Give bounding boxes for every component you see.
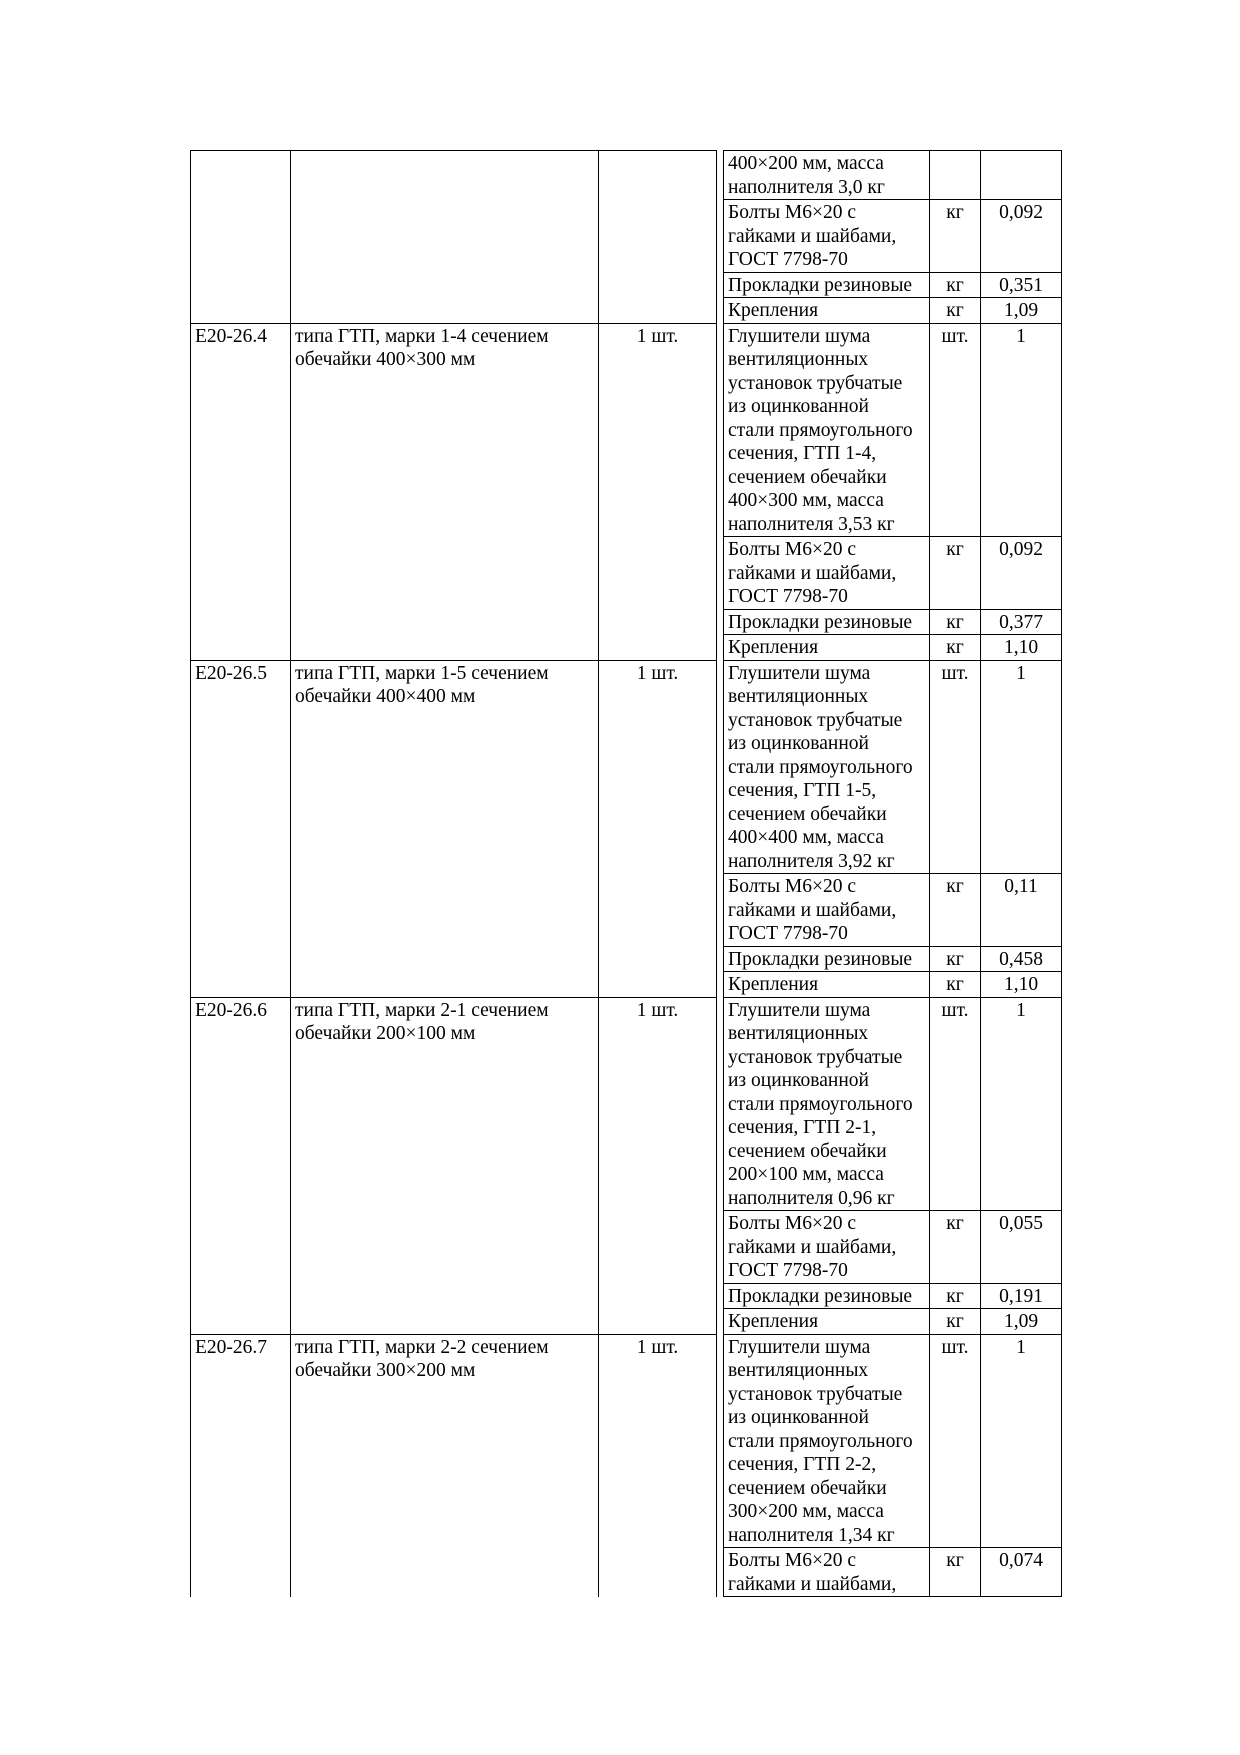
measure-unit-cell xyxy=(599,298,717,324)
resource-unit-cell: кг xyxy=(930,298,981,324)
measure-unit-cell xyxy=(599,1309,717,1335)
resource-amount-cell: 0,11 xyxy=(981,874,1062,947)
work-name-cell xyxy=(291,1211,599,1284)
resource-unit-cell: кг xyxy=(930,272,981,298)
resource-name-cell: Болты М6×20 с гайками и шайбами, ГОСТ 7798-70 xyxy=(724,874,930,947)
table-row xyxy=(191,1548,1062,1597)
column-gap xyxy=(717,660,724,874)
column-gap xyxy=(717,272,724,298)
column-gap xyxy=(717,200,724,273)
work-name-cell xyxy=(291,1309,599,1335)
table-row xyxy=(191,1283,1062,1309)
resource-unit-cell: кг xyxy=(930,200,981,273)
resource-unit-cell: кг xyxy=(930,1309,981,1335)
resource-unit-cell: кг xyxy=(930,1548,981,1597)
table-row xyxy=(191,660,1062,874)
norm-code-cell xyxy=(191,537,291,610)
resource-unit-cell: шт. xyxy=(930,1334,981,1548)
measure-unit-cell xyxy=(599,200,717,273)
column-gap xyxy=(717,537,724,610)
norm-code-cell xyxy=(191,151,291,200)
resource-name-cell: Болты М6×20 с гайками и шайбами, xyxy=(724,1548,930,1597)
work-name-cell: типа ГТП, марки 2-2 сечением обечайки 300×200 мм xyxy=(291,1334,599,1548)
table-row xyxy=(191,874,1062,947)
table-row xyxy=(191,298,1062,324)
table-row xyxy=(191,151,1062,200)
work-name-cell xyxy=(291,1548,599,1597)
resource-name-cell: Прокладки резиновые xyxy=(724,1283,930,1309)
resource-amount-cell: 0,074 xyxy=(981,1548,1062,1597)
column-gap xyxy=(717,1211,724,1284)
resource-amount-cell: 0,191 xyxy=(981,1283,1062,1309)
table-row xyxy=(191,946,1062,972)
measure-unit-cell xyxy=(599,609,717,635)
measure-unit-cell xyxy=(599,946,717,972)
resource-unit-cell: кг xyxy=(930,635,981,661)
norm-code-cell xyxy=(191,972,291,998)
norm-code-cell xyxy=(191,1309,291,1335)
column-gap xyxy=(717,874,724,947)
column-gap xyxy=(717,1283,724,1309)
norm-code-cell xyxy=(191,635,291,661)
resource-unit-cell: кг xyxy=(930,609,981,635)
resource-name-cell: Крепления xyxy=(724,298,930,324)
measure-unit-cell: 1 шт. xyxy=(599,997,717,1211)
measure-unit-cell xyxy=(599,1548,717,1597)
resource-amount-cell: 0,092 xyxy=(981,537,1062,610)
table-row xyxy=(191,1211,1062,1284)
resource-name-cell: Болты М6×20 с гайками и шайбами, ГОСТ 7798-70 xyxy=(724,200,930,273)
resource-amount-cell: 1 xyxy=(981,997,1062,1211)
resource-name-cell: Глушители шума вентиляционных установок трубчатые из оцинкованной стали прямоугольного сечения, ГТП 2-1, сечением обечайки 200×100 мм, масса наполнителя 0,96 кг xyxy=(724,997,930,1211)
resource-name-cell: 400×200 мм, масса наполнителя 3,0 кг xyxy=(724,151,930,200)
norm-code-cell xyxy=(191,1211,291,1284)
work-name-cell xyxy=(291,1283,599,1309)
resource-unit-cell: кг xyxy=(930,946,981,972)
column-gap xyxy=(717,635,724,661)
resource-name-cell: Глушители шума вентиляционных установок трубчатые из оцинкованной стали прямоугольного сечения, ГТП 2-2, сечением обечайки 300×200 мм, масса наполнителя 1,34 кг xyxy=(724,1334,930,1548)
column-gap xyxy=(717,1309,724,1335)
column-gap xyxy=(717,972,724,998)
table-row xyxy=(191,635,1062,661)
measure-unit-cell xyxy=(599,151,717,200)
resource-name-cell: Глушители шума вентиляционных установок трубчатые из оцинкованной стали прямоугольного сечения, ГТП 1-4, сечением обечайки 400×300 мм, масса наполнителя 3,53 кг xyxy=(724,323,930,537)
work-name-cell xyxy=(291,946,599,972)
column-gap xyxy=(717,151,724,200)
resource-amount-cell: 1 xyxy=(981,660,1062,874)
work-name-cell: типа ГТП, марки 2-1 сечением обечайки 200×100 мм xyxy=(291,997,599,1211)
table-row xyxy=(191,972,1062,998)
measure-unit-cell xyxy=(599,1283,717,1309)
norm-code-cell: Е20-26.4 xyxy=(191,323,291,537)
resource-name-cell: Болты М6×20 с гайками и шайбами, ГОСТ 7798-70 xyxy=(724,1211,930,1284)
resource-unit-cell: кг xyxy=(930,1283,981,1309)
resource-amount-cell: 1 xyxy=(981,1334,1062,1548)
norm-code-cell xyxy=(191,200,291,273)
resource-name-cell: Прокладки резиновые xyxy=(724,272,930,298)
resource-amount-cell: 1,09 xyxy=(981,298,1062,324)
resource-name-cell: Крепления xyxy=(724,972,930,998)
table-row xyxy=(191,537,1062,610)
resource-unit-cell: кг xyxy=(930,537,981,610)
column-gap xyxy=(717,323,724,537)
measure-unit-cell: 1 шт. xyxy=(599,660,717,874)
measure-unit-cell xyxy=(599,874,717,947)
norm-code-cell: Е20-26.5 xyxy=(191,660,291,874)
norm-code-cell xyxy=(191,298,291,324)
work-name-cell xyxy=(291,272,599,298)
norm-code-cell: Е20-26.6 xyxy=(191,997,291,1211)
resource-name-cell: Крепления xyxy=(724,1309,930,1335)
resource-amount-cell: 1,09 xyxy=(981,1309,1062,1335)
measure-unit-cell: 1 шт. xyxy=(599,1334,717,1548)
work-name-cell xyxy=(291,537,599,610)
norm-code-cell xyxy=(191,1548,291,1597)
resource-unit-cell: кг xyxy=(930,1211,981,1284)
resource-name-cell: Прокладки резиновые xyxy=(724,946,930,972)
resource-amount-cell: 1 xyxy=(981,323,1062,537)
work-name-cell xyxy=(291,972,599,998)
resource-name-cell: Прокладки резиновые xyxy=(724,609,930,635)
column-gap xyxy=(717,1334,724,1548)
measure-unit-cell xyxy=(599,272,717,298)
resource-unit-cell: кг xyxy=(930,874,981,947)
work-name-cell: типа ГТП, марки 1-4 сечением обечайки 400×300 мм xyxy=(291,323,599,537)
work-name-cell xyxy=(291,874,599,947)
norm-code-cell xyxy=(191,272,291,298)
resource-amount-cell: 1,10 xyxy=(981,972,1062,998)
table-row xyxy=(191,200,1062,273)
resource-norms-table xyxy=(190,150,1062,1597)
work-name-cell: типа ГТП, марки 1-5 сечением обечайки 400×400 мм xyxy=(291,660,599,874)
measure-unit-cell xyxy=(599,635,717,661)
table-row xyxy=(191,997,1062,1211)
resource-unit-cell: кг xyxy=(930,972,981,998)
resource-name-cell: Крепления xyxy=(724,635,930,661)
table-row xyxy=(191,1334,1062,1548)
resource-amount-cell: 0,351 xyxy=(981,272,1062,298)
work-name-cell xyxy=(291,609,599,635)
work-name-cell xyxy=(291,200,599,273)
table-row xyxy=(191,609,1062,635)
work-name-cell xyxy=(291,298,599,324)
table-row xyxy=(191,272,1062,298)
resource-name-cell: Болты М6×20 с гайками и шайбами, ГОСТ 7798-70 xyxy=(724,537,930,610)
column-gap xyxy=(717,1548,724,1597)
table-row xyxy=(191,323,1062,537)
column-gap xyxy=(717,997,724,1211)
table-row xyxy=(191,1309,1062,1335)
resource-unit-cell: шт. xyxy=(930,997,981,1211)
measure-unit-cell xyxy=(599,1211,717,1284)
column-gap xyxy=(717,946,724,972)
norm-code-cell xyxy=(191,1283,291,1309)
resource-amount-cell: 0,055 xyxy=(981,1211,1062,1284)
measure-unit-cell xyxy=(599,537,717,610)
resource-amount-cell: 0,377 xyxy=(981,609,1062,635)
norm-code-cell: Е20-26.7 xyxy=(191,1334,291,1548)
resource-amount-cell: 0,092 xyxy=(981,200,1062,273)
resource-amount-cell xyxy=(981,151,1062,200)
resource-unit-cell xyxy=(930,151,981,200)
norm-code-cell xyxy=(191,609,291,635)
column-gap xyxy=(717,609,724,635)
resource-amount-cell: 0,458 xyxy=(981,946,1062,972)
resource-amount-cell: 1,10 xyxy=(981,635,1062,661)
resource-unit-cell: шт. xyxy=(930,660,981,874)
norm-code-cell xyxy=(191,874,291,947)
work-name-cell xyxy=(291,151,599,200)
measure-unit-cell: 1 шт. xyxy=(599,323,717,537)
measure-unit-cell xyxy=(599,972,717,998)
column-gap xyxy=(717,298,724,324)
norm-code-cell xyxy=(191,946,291,972)
resource-unit-cell: шт. xyxy=(930,323,981,537)
work-name-cell xyxy=(291,635,599,661)
resource-name-cell: Глушители шума вентиляционных установок трубчатые из оцинкованной стали прямоугольного сечения, ГТП 1-5, сечением обечайки 400×400 мм, масса наполнителя 3,92 кг xyxy=(724,660,930,874)
